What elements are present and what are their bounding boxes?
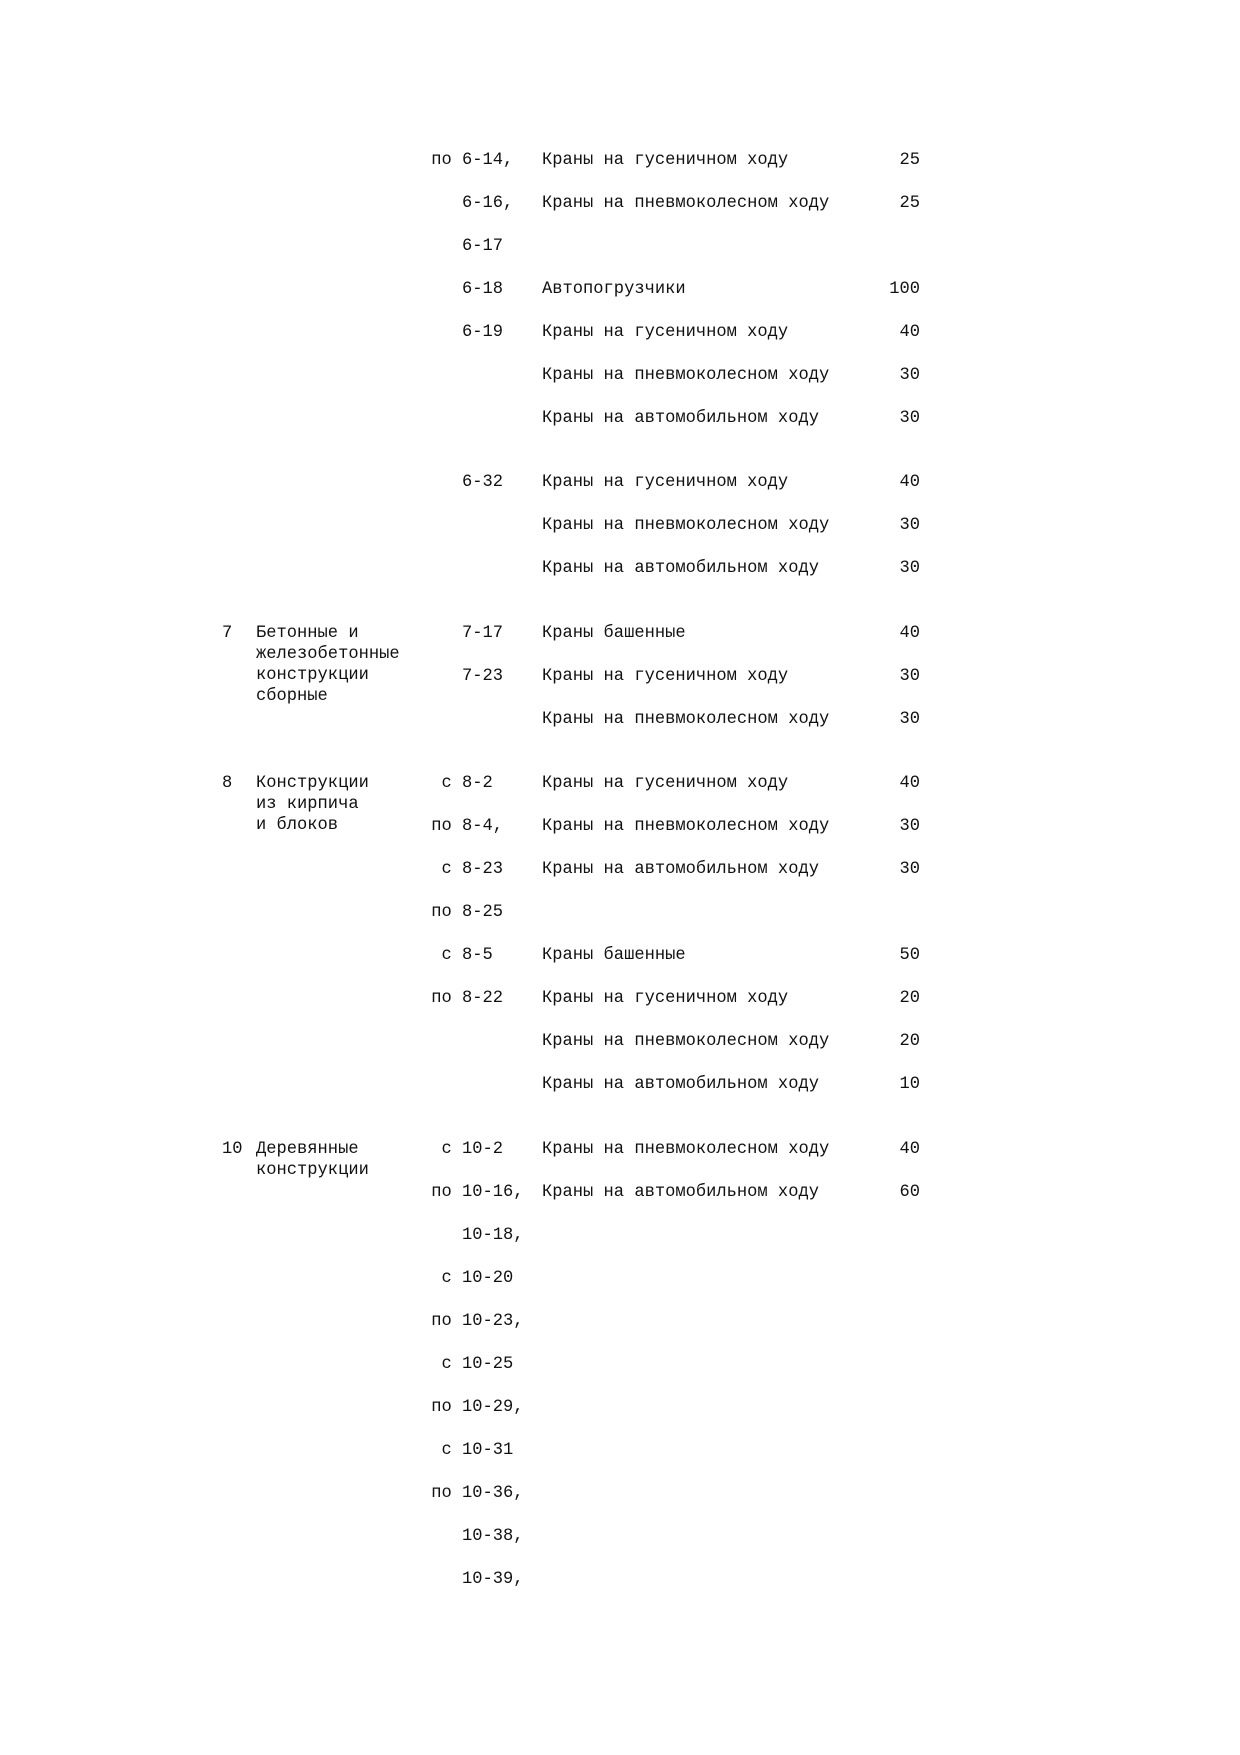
percent-value: 30 xyxy=(899,516,920,535)
item-code-text: с 8-5 xyxy=(441,946,493,965)
item-code-text: с 8-2 xyxy=(441,774,493,793)
machine-type: Краны башенные xyxy=(542,624,686,643)
item-code: 6-16, xyxy=(462,194,514,213)
item-code-text: по 10-29, xyxy=(431,1398,524,1417)
item-code-text: с 10-31 xyxy=(441,1441,514,1460)
percent-value: 30 xyxy=(899,817,920,836)
percent-value: 10 xyxy=(899,1075,920,1094)
percent-value: 25 xyxy=(899,151,920,170)
item-code: 7-23 xyxy=(462,667,504,686)
percent-value: 40 xyxy=(899,624,920,643)
percent-value: 20 xyxy=(899,989,920,1008)
percent-value: 30 xyxy=(899,860,920,879)
section-number: 8 xyxy=(222,774,233,793)
machine-type: Краны на гусеничном ходу xyxy=(542,151,789,170)
machine-type: Автопогрузчики xyxy=(542,280,686,299)
item-code: 10-38, xyxy=(462,1527,524,1546)
percent-value: 40 xyxy=(899,774,920,793)
item-code: 10-39, xyxy=(462,1570,524,1589)
machine-type: Краны на пневмоколесном ходу xyxy=(542,366,830,385)
machine-type: Краны на гусеничном ходу xyxy=(542,667,789,686)
item-code-text: с 10-25 xyxy=(441,1355,514,1374)
machine-type: Краны на гусеничном ходу xyxy=(542,774,789,793)
percent-value: 40 xyxy=(899,473,920,492)
item-code: 10-18, xyxy=(462,1226,524,1245)
item-code-text: по 10-23, xyxy=(431,1312,524,1331)
machine-type: Краны на пневмоколесном ходу xyxy=(542,710,830,729)
percent-value: 30 xyxy=(899,710,920,729)
item-code-text: с 8-23 xyxy=(441,860,504,879)
section-name: Конструкции из кирпича и блоков xyxy=(256,774,369,835)
machine-type: Краны на пневмоколесном ходу xyxy=(542,516,830,535)
percent-value: 30 xyxy=(899,667,920,686)
machine-type: Краны на пневмоколесном ходу xyxy=(542,1032,830,1051)
machine-type: Краны на гусеничном ходу xyxy=(542,473,789,492)
section-number: 7 xyxy=(222,624,233,643)
item-code-text: по 10-16, xyxy=(431,1183,524,1202)
item-code-text: с 10-2 xyxy=(441,1140,504,1159)
percent-value: 40 xyxy=(899,1140,920,1159)
item-code-text: по 8-25 xyxy=(431,903,504,922)
percent-value: 100 xyxy=(889,280,920,299)
percent-value: 30 xyxy=(899,559,920,578)
item-code-text: по 6-14, xyxy=(431,151,514,170)
item-code-text: по 8-22 xyxy=(431,989,504,1008)
percent-value: 50 xyxy=(899,946,920,965)
machine-type: Краны на автомобильном ходу xyxy=(542,409,819,428)
machine-type: Краны башенные xyxy=(542,946,686,965)
section-name: Деревянные конструкции xyxy=(256,1140,369,1180)
machine-type: Краны на автомобильном ходу xyxy=(542,1075,819,1094)
machine-type: Краны на гусеничном ходу xyxy=(542,989,789,1008)
machine-type: Краны на автомобильном ходу xyxy=(542,1183,819,1202)
machine-type: Краны на пневмоколесном ходу xyxy=(542,194,830,213)
machine-type: Краны на автомобильном ходу xyxy=(542,860,819,879)
percent-value: 30 xyxy=(899,409,920,428)
item-code: 6-19 xyxy=(462,323,504,342)
section-number: 10 xyxy=(222,1140,243,1159)
machine-type: Краны на пневмоколесном ходу xyxy=(542,817,830,836)
item-code-text: по 10-36, xyxy=(431,1484,524,1503)
machine-type: Краны на пневмоколесном ходу xyxy=(542,1140,830,1159)
item-code: 6-18 xyxy=(462,280,504,299)
item-code: 6-32 xyxy=(462,473,504,492)
percent-value: 20 xyxy=(899,1032,920,1051)
item-code: 6-17 xyxy=(462,237,504,256)
item-code-text: с 10-20 xyxy=(441,1269,514,1288)
percent-value: 40 xyxy=(899,323,920,342)
percent-value: 25 xyxy=(899,194,920,213)
section-name: Бетонные и железобетонные конструкции сборные xyxy=(256,624,400,706)
item-code-text: по 8-4, xyxy=(431,817,504,836)
percent-value: 60 xyxy=(899,1183,920,1202)
item-code: 7-17 xyxy=(462,624,504,643)
percent-value: 30 xyxy=(899,366,920,385)
machine-type: Краны на автомобильном ходу xyxy=(542,559,819,578)
machine-type: Краны на гусеничном ходу xyxy=(542,323,789,342)
